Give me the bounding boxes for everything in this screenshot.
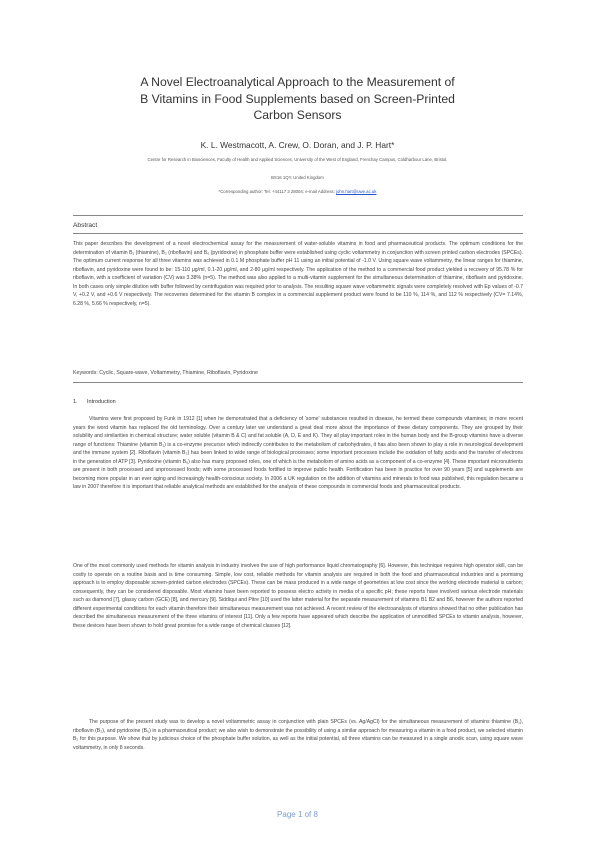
title-line-2: B Vitamins in Food Supplements based on Screen-Printed [140,91,455,106]
section-number: 1. [73,399,78,405]
divider-keywords [73,382,523,383]
author-list: K. L. Westmacott, A. Crew, O. Doran, and J. P. Hart* [200,140,395,150]
section-heading-introduction [73,399,116,405]
divider-abstract [73,233,523,234]
email-link[interactable]: john.hart@uwe.ac.uk [336,189,377,194]
affiliation-line-2: BS16 1QY, United Kingdom [271,174,324,180]
title-line-3: Carbon Sensors [253,108,342,122]
paper-title [100,74,495,124]
section-title: Introduction [87,399,116,405]
corresponding-text: *Corresponding author: Tel: +44117 3 28004; e-mail Address: [218,189,337,194]
corresponding-author [80,189,515,194]
abstract-heading: Abstract [73,222,98,229]
title-line-1: A Novel Electroanalytical Approach to the Measurement of [140,75,455,89]
affiliation [80,156,515,181]
intro-paragraph-1: Vitamins were first proposed by Funk in 1912 [1] when he demonstrated that a deficiency of 'some' substances resulted in disease, he termed these compounds vitamines; in more recent years the word vitamin has replaced the old terminology. Over a century later we understand a great deal more about the importance of these dietary components. They are grouped by their solubility and similarities in chemical structure; water soluble (vitamin B & C) and fat soluble (A, D, E and K). They all play important roles in the human body and the B-group vitamins have a diverse range of functions: Thiamine (vitamin B₁) is a co-enzyme precursor which indirectly contributes to the metabolism of carbohydrates, it has also been shown to play a role in neurological development and the immune system [2]. Riboflavin (vitamin B₂) has been linked to wide range of biological processes; some important processes include the oxidation of fatty acids and the transfer of electrons in the generation of ATP [3]. Pyridoxine (vitamin B₆) also has many proposed roles, one of which is the metabolism of amino acids as a component of a co-enzyme [4]. These important micronutrients are present in both processed and unprocessed foods; with some processed foods fortified to improve public health. Fortification has been in practice for over 90 years [5] and supplements are becoming more popular in an ever aging and increasingly health-conscious society. In 2006 a UK regulation on the addition of vitamins and minerals to food was published, this regulation became a law in 2007 therefore it is important that reliable analytical methods are established for the analysis of these compounds in commercial foods and pharmaceutical products. [73,416,523,490]
affiliation-line-1: Centre for Research in Biosciences, Faculty of Health and Applied Sciences, University of the West of England, Frenchay Campus, Coldharbour Lane, Bristol, [147,157,448,162]
intro-paragraph-2: One of the most commonly used methods for vitamin analysis in industry involves the use of high performance liquid chromatography [6]. However, this technique requires high operator skill, can be costly to operate on a routine basis and is time consuming. Simple, low cost, reliable methods for vitamin analysis are required in both the food and pharmaceutical industries and a promising approach is to employ disposable screen-printed carbon electrodes (SPCEs). These can be mass produced in a wide range of geometries at low cost since the working electrode material is carbon; consequently, they can be considered disposable. Most vitamins have been reported to possess electro activity in media of a specific pH; these reports have involved various electrode materials such as diamond [7], glassy carbon (GCE) [8], and mercury [9]. Siddiqui and Pitre [10] used the latter material for the separate measurement of vitamins B1 B2 and B6, however the authors reported different experimental conditions for each vitamin therefore their simultaneous measurement was not achieved. A recent review of the electroanalysis of vitamins showed that no other publication has described the simultaneous measurement of the three vitamins of interest [11]. Only a few reports have appeared which describe the application of unmodified SPCEs to vitamin analysis, however, these devices have been shown to hold great promise for a wide range of chemical classes [12]. [73,563,523,629]
intro-paragraph-3: The purpose of the present study was to develop a novel voltammetric assay in conjunction with plain SPCEs (vs. Ag/AgCl) for the simultaneous measurement of vitamins thiamine (B₁), riboflavin (B₂), and pyridoxine (B₆) in a pharmaceutical product; we also wish to demonstrate the possibility of using a similar approach for measuring a vitamin in a food product, we selected vitamin B₂ for this purpose. We show that by judicious choice of the phosphate buffer solution, as well as the initial potential, all three vitamins can be measured in a single anodic scan, using square wave voltammetry, in only 8 seconds. [73,719,523,751]
keywords: Keywords: Cyclic, Square-wave, Voltammetry, Thiamine, Riboflavin, Pyridoxine [73,370,258,376]
page-number-footer: Page 1 of 8 [277,810,318,819]
divider-top [73,215,523,216]
abstract-text: This paper describes the development of a novel electrochemical assay for the measurement of water-soluble vitamins in food and pharmaceutical products. The optimum conditions for the determination of vitamin B₁ (thiamine), B₂ (riboflavin) and B₆ (pyridoxine) in phosphate buffer were established using cyclic voltammetry in conjunction with screen printed carbon electrodes (SPCEs). The optimum current response for all three vitamins was achieved in 0.1 M phosphate buffer pH 11 using an initial potential of -1.0 V. Using square wave voltammetry, the linear ranges for thiamine, riboflavin, and pyridoxine were found to be: 15-110 μg/ml, 0.1-20 μg/ml, and 2-80 μg/ml respectively. The application of the method to a commercial food product yielded a recovery of 95.78 % for riboflavin, with a coefficient of variation (CV) was 3.38% (n=5). The method was also applied to a multi-vitamin supplement for the simultaneous determination of thiamine, riboflavin and pyridoxine. In both cases only simple dilution with buffer followed by centrifugation was required prior to analysis. The resulting square wave voltammetric signals were completely resolved with Ep values of -0.7 V, +0.2 V, and +0.6 V respectively. The recoveries determined for the vitamin B complex in a commercial supplement product were found to be 110 %, 114 %, and 112 % respectively (CV= 7.14%, 6.28 %, 5.66 % respectively, n=5). [73,241,523,307]
